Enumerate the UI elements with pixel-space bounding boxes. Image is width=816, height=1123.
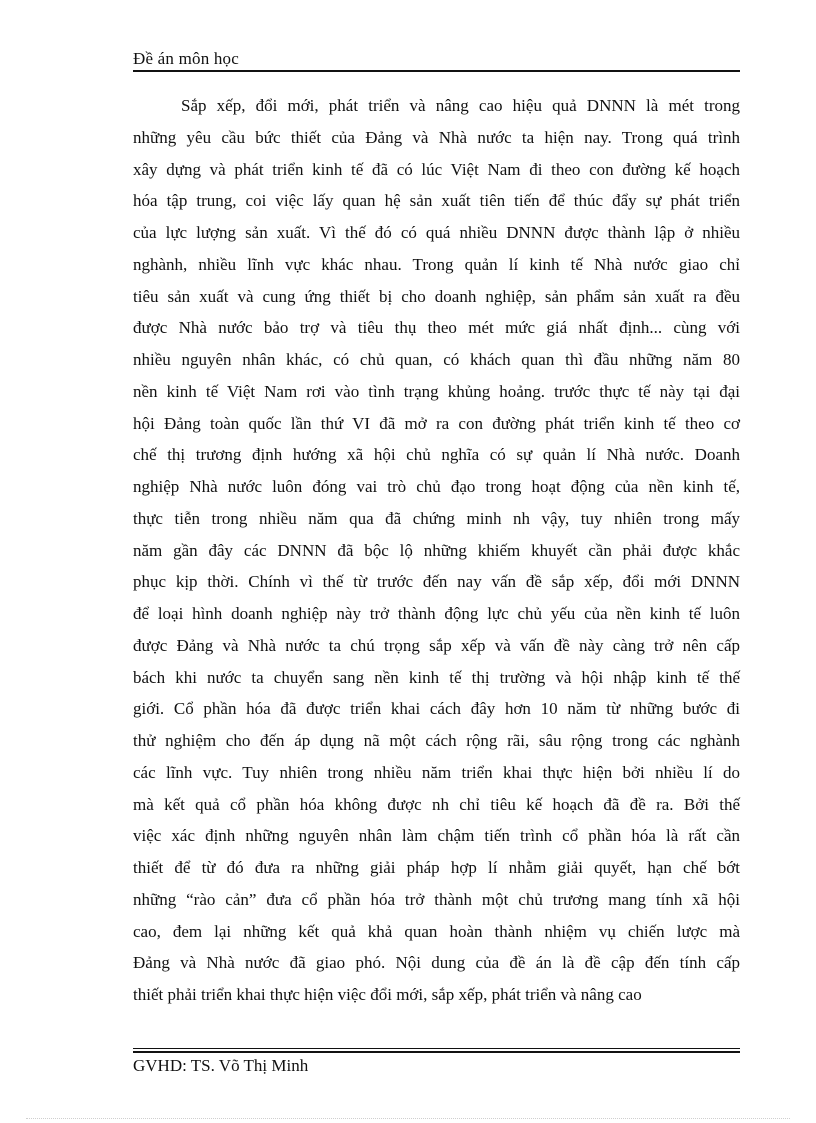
text-line: được Nhà nước bảo trợ và tiêu thụ theo mét mức giá nhất định... cùng với bbox=[133, 318, 740, 338]
text-line: bách khi nước ta chuyển sang nền kinh tế thị trường và hội nhập kinh tế thế bbox=[133, 667, 740, 687]
text-line: Đảng và Nhà nước đã giao phó. Nội dung của đề án là đề cập đến tính cấp bbox=[133, 953, 740, 973]
text-line: nền kinh tế Việt Nam rơi vào tình trạng khủng hoảng. trước thực tế này tại đại bbox=[133, 381, 740, 401]
page-header-title: Đề án môn học bbox=[133, 49, 239, 68]
page-edge-border bbox=[26, 1118, 790, 1119]
text-line: tiêu sản xuất và cung ứng thiết bị cho doanh nghiệp, sản phẩm sản xuất ra đều bbox=[133, 286, 740, 306]
text-line: để loại hình doanh nghiệp này trở thành động lực chủ yếu của nền kinh tế luôn bbox=[133, 604, 740, 623]
text-line: hóa tập trung, coi việc lấy quan hệ sản xuất tiên tiến để thúc đẩy sự phát triển bbox=[133, 191, 740, 211]
text-line: thử nghiệm cho đến áp dụng nã một cách rộng rãi, sâu rộng trong các nghành bbox=[133, 731, 740, 750]
text-line: thiết để từ đó đưa ra những giải pháp hợp lí nhằm giải quyết, hạn chế bớt bbox=[133, 858, 740, 877]
text-line: các lĩnh vực. Tuy nhiên trong nhiều năm triển khai thực hiện bởi nhiều lí do bbox=[133, 762, 740, 782]
text-line: được Đảng và Nhà nước ta chú trọng sắp xếp và vấn đề này càng trở nên cấp bbox=[133, 635, 740, 655]
text-line: phục kịp thời. Chính vì thế từ trước đến nay vấn đề sắp xếp, đổi mới DNNN bbox=[133, 572, 740, 592]
text-line: chế thị trương định hướng xã hội chủ nghĩa có sự quản lí Nhà nước. Doanh bbox=[133, 445, 740, 465]
text-line: thực tiễn trong nhiều năm qua đã chứng minh nh vậy, tuy nhiên trong mấy bbox=[133, 508, 740, 528]
text-line: xây dựng và phát triển kinh tế đã có lúc Việt Nam đi theo con đường kế hoạch bbox=[133, 159, 740, 179]
text-line: những yêu cầu bức thiết của Đảng và Nhà nước ta hiện nay. Trong quá trình bbox=[133, 127, 740, 147]
header-divider bbox=[133, 70, 740, 72]
text-line: thiết phải triển khai thực hiện việc đổi mới, sắp xếp, phát triển và nâng cao bbox=[133, 985, 642, 1004]
text-line: hội Đảng toàn quốc lần thứ VI đã mở ra con đường phát triển kinh tế theo cơ bbox=[133, 413, 740, 433]
text-line: năm gần đây các DNNN đã bộc lộ những khiếm khuyết cần phải được khắc bbox=[133, 540, 740, 560]
footer-divider bbox=[133, 1048, 740, 1053]
text-line: nghành, nhiều lĩnh vực khác nhau. Trong quản lí kinh tế Nhà nước giao chỉ bbox=[133, 254, 740, 274]
text-line: giới. Cổ phần hóa đã được triển khai cách đây hơn 10 năm từ những bước đi bbox=[133, 699, 740, 719]
text-line: nhiều nguyên nhân khác, có chủ quan, có khách quan thì đầu những năm 80 bbox=[133, 350, 740, 369]
text-line: của lực lượng sản xuất. Vì thế đó có quá nhiều DNNN được thành lập ở nhiều bbox=[133, 223, 740, 242]
footer-supervisor: GVHD: TS. Võ Thị Minh bbox=[133, 1056, 309, 1075]
body-paragraph bbox=[133, 90, 740, 1011]
text-line: mà kết quả cổ phần hóa không được nh chỉ tiêu kế hoạch đã đề ra. Bởi thế bbox=[133, 794, 740, 814]
text-line: cao, đem lại những kết quả khả quan hoàn thành nhiệm vụ chiến lược mà bbox=[133, 921, 740, 941]
text-line: nghiệp Nhà nước luôn đóng vai trò chủ đạo trong hoạt động của nền kinh tế, bbox=[133, 477, 740, 496]
text-line: Sắp xếp, đổi mới, phát triển và nâng cao hiệu quả DNNN là mét trong bbox=[181, 96, 740, 115]
text-line: những “rào cản” đưa cổ phần hóa trở thành một chủ trương mang tính xã hội bbox=[133, 889, 740, 909]
text-line: việc xác định những nguyên nhân làm chậm tiến trình cổ phần hóa là rất cần bbox=[133, 826, 740, 846]
